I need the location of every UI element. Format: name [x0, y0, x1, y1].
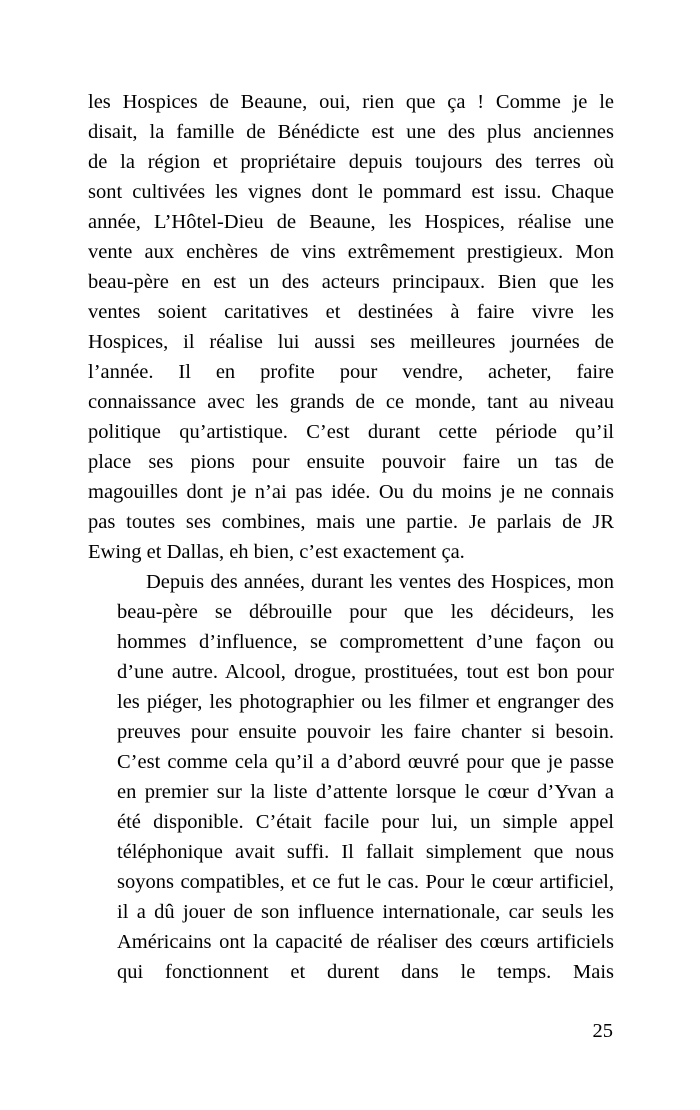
- text-line: les piéger, les photographier ou les filmer et engranger des: [117, 691, 614, 713]
- text-line: beau-père en est un des acteurs principaux. Bien que les: [88, 271, 614, 293]
- text-line: Hospices, il réalise lui aussi ses meilleures journées de: [88, 331, 614, 353]
- text-line: de la région et propriétaire depuis toujours des terres où: [88, 151, 614, 173]
- text-line: ventes soient caritatives et destinées à faire vivre les: [88, 301, 614, 323]
- body-text: [88, 87, 614, 987]
- text-line: connaissance avec les grands de ce monde, tant au niveau: [88, 391, 614, 413]
- text-line: magouilles dont je n’ai pas idée. Ou du moins je ne connais: [88, 481, 614, 503]
- text-line: sont cultivées les vignes dont le pommard est issu. Chaque: [88, 181, 614, 203]
- text-line: été disponible. C’était facile pour lui, un simple appel: [117, 811, 614, 833]
- text-line: année, L’Hôtel-Dieu de Beaune, les Hospices, réalise une: [88, 211, 614, 233]
- text-line: Depuis des années, durant les ventes des Hospices, mon: [146, 571, 614, 593]
- text-line: politique qu’artistique. C’est durant cette période qu’il: [88, 421, 614, 443]
- paragraph-2: [88, 567, 614, 987]
- text-line: en premier sur la liste d’attente lorsque le cœur d’Yvan a: [117, 781, 614, 803]
- text-line: C’est comme cela qu’il a d’abord œuvré pour que je passe: [117, 751, 614, 773]
- text-line: les Hospices de Beaune, oui, rien que ça ! Comme je le: [88, 91, 614, 113]
- text-line: hommes d’influence, se compromettent d’une façon ou: [117, 631, 614, 653]
- text-line: qui fonctionnent et durent dans le temps. Mais: [117, 961, 614, 983]
- text-line: pas toutes ses combines, mais une partie. Je parlais de JR: [88, 511, 614, 533]
- text-line: disait, la famille de Bénédicte est une des plus anciennes: [88, 121, 614, 143]
- text-line: l’année. Il en profite pour vendre, acheter, faire: [88, 361, 614, 383]
- text-line: soyons compatibles, et ce fut le cas. Pour le cœur artificiel,: [117, 871, 614, 893]
- text-line: Américains ont la capacité de réaliser des cœurs artificiels: [117, 931, 614, 953]
- page-number: 25: [592, 1020, 613, 1042]
- paragraph-1: [88, 87, 614, 567]
- text-line: beau-père se débrouille pour que les décideurs, les: [117, 601, 614, 623]
- text-line: place ses pions pour ensuite pouvoir faire un tas de: [88, 451, 614, 473]
- text-line: vente aux enchères de vins extrêmement prestigieux. Mon: [88, 241, 614, 263]
- text-line: il a dû jouer de son influence internationale, car seuls les: [117, 901, 614, 923]
- text-line: téléphonique avait suffi. Il fallait simplement que nous: [117, 841, 614, 863]
- text-line: d’une autre. Alcool, drogue, prostituées, tout est bon pour: [117, 661, 614, 683]
- text-line: Ewing et Dallas, eh bien, c’est exactement ça.: [88, 541, 465, 563]
- text-line: preuves pour ensuite pouvoir les faire chanter si besoin.: [117, 721, 614, 743]
